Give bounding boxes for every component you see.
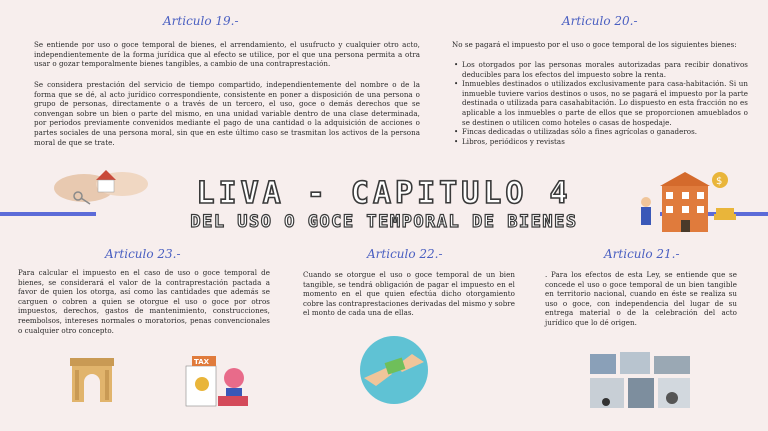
subtitle: DEL USO O GOCE TEMPORAL DE BIENES	[190, 212, 578, 232]
art21-title: Articulo 21.-	[604, 247, 680, 261]
art20-item-1: • Los otorgados por las personas morales autorizadas para recibir donativos deducibles para los efectos del impuesto sobre la renta.	[452, 60, 748, 79]
art20-item-2: • Inmuebles destinados o utilizados exclusivamente para casa-habitación. Si un inmueble tuviere varios destinos o usos, no se pagará el impuesto por la parte destinada o utilizada para casahabitación. Lo dispuesto en esta fracción no es aplicable a los inmuebles o parte de ellos que se proporcionen amueblados o se destinen o utilicen como hoteles o casas de hospedaje.	[452, 79, 748, 127]
tax-illustration	[178, 352, 260, 410]
art21-paragraph: . Para los efectos de esta Ley, se entiende que se concede el uso o goce temporal de un bien tangible en territorio nacional, cuando en éste se realiza su uso o goce, con independencia del lugar de su entrega material o de la celebración del acto jurídico que lo dé origen.	[545, 270, 737, 327]
art22-title: Articulo 22.-	[367, 247, 443, 261]
art20-list	[452, 60, 748, 146]
art19-paragraph-1: Se entiende por uso o goce temporal de bienes, el arrendamiento, el usufructo y cualquier otro acto, independientemente de la forma jurídica que al efecto se utilice, por el que una persona permita a otra usar o gozar temporalmente bienes tangibles, a cambio de una contraprestación.	[34, 40, 420, 69]
art22-paragraph: Cuando se otorgue el uso o goce temporal de un bien tangible, se tendrá obligación de pagar el impuesto en el momento en el que quien efectúa dicho otorgamiento cobre las contraprestaciones derivadas del mismo y sobre el monto de cada una de ellas.	[303, 270, 515, 318]
tangible-goods-illustration	[588, 350, 694, 412]
art23-title: Articulo 23.-	[105, 247, 181, 261]
svg-text:TAX: TAX	[194, 358, 210, 366]
art20-item-4: • Libros, periódicos y revistas	[452, 137, 748, 147]
art20-title: Articulo 20.-	[562, 14, 638, 28]
art19-paragraph-2: Se considera prestación del servicio de tiempo compartido, independientemente del nombre o de la forma que se dé, al acto jurídico correspondiente, consistente en poner a disposición de una persona o grupo de personas, directamente o a través de un tercero, el uso, goce o demás derechos que se convengan sobre un bien o parte del mismo, en una unidad variable dentro de una clase determinada, por periodos previamente convenidos mediante el pago de una cantidad o la adquisición de acciones o partes sociales de una persona moral, sin que en este último caso se trasmitan los activos de la persona moral de que se trate.	[34, 80, 420, 147]
money-exchange-illustration	[358, 334, 430, 406]
building-illustration	[630, 168, 740, 238]
main-title: LIVA - CAPITULO 4	[196, 176, 572, 211]
art20-item-3: • Fincas dedicadas o utilizadas sólo a fines agrícolas o ganaderos.	[452, 127, 748, 137]
svg-text:$: $	[716, 176, 723, 187]
art19-title: Articulo 19.-	[163, 14, 239, 28]
art23-paragraph: Para calcular el impuesto en el caso de uso o goce temporal de bienes, se considerará el valor de la contraprestación pactada a favor de quien los otorga, así como las cantidades que además se carguen o cobren a quien se otorgue el uso o goce por otros impuestos, derechos, gastos de mantenimiento, construcciones, reembolsos, intereses normales o moratorios, penas convencionales o cualquier otro concepto.	[18, 268, 270, 335]
arch-illustration	[66, 352, 118, 404]
art20-intro: No se pagará el impuesto por el uso o goce temporal de los siguientes bienes:	[452, 40, 737, 49]
